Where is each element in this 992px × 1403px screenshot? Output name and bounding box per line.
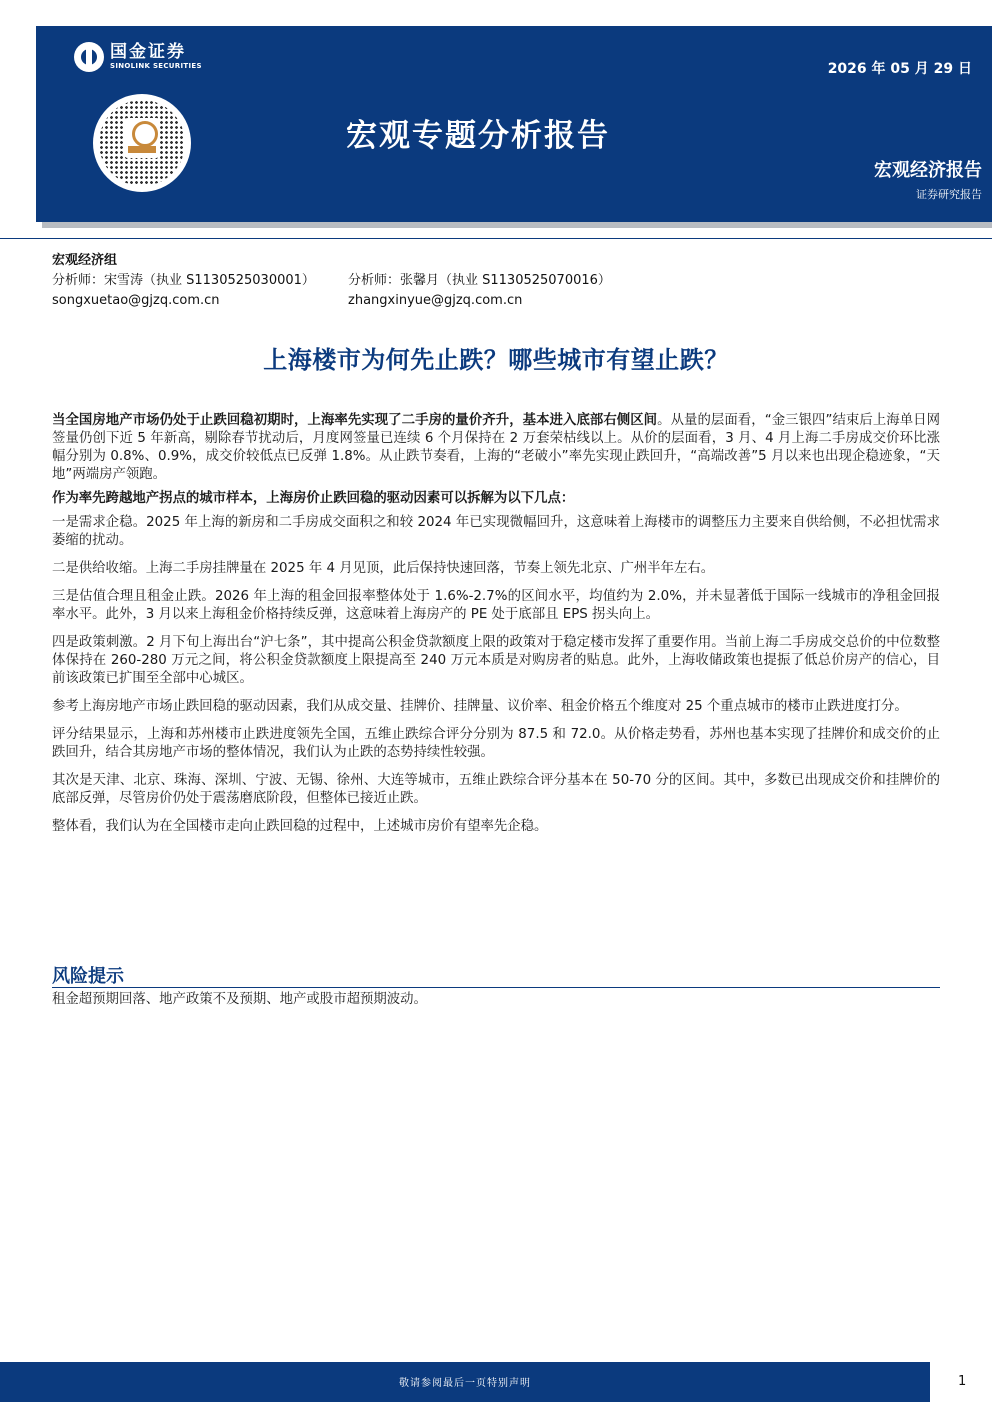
paragraph: 参考上海房地产市场止跌回稳的驱动因素，我们从成交量、挂牌价、挂牌量、议价率、租金价格五个维度对 25 个重点城市的楼市止跌进度打分。 <box>52 699 908 714</box>
paragraph: 评分结果显示，上海和苏州楼市止跌进度领先全国，五维止跌综合评分分别为 87.5 和 72.0。从价格走势看，苏州也基本实现了挂牌价和成交价的止跌回升，结合其房地产市场的整体情况，我们认为止跌的态势持续性较强。 <box>52 727 940 760</box>
paragraph: 二是供给收缩。上海二手房挂牌量在 2025 年 4 月见顶，此后保持快速回落，节奏上领先北京、广州半年左右。 <box>52 561 715 576</box>
paragraph: 三是估值合理且租金止跌。2026 年上海的租金回报率整体处于 1.6%-2.7%的区间水平，均值约为 2.0%，并未显著低于国际一线城市的净租金回报率水平。此外，3 月以来上海租金价格持续反弹，这意味着上海房产的 PE 处于底部且 EPS 拐头向上。 <box>52 589 940 622</box>
analyst-label: 分析师：张馨月（执业 S1130525070016） <box>348 273 611 288</box>
analyst-group: 宏观经济组 <box>52 253 118 268</box>
logo-cn: 国金证券 <box>110 42 186 62</box>
paragraph: 四是政策刺激。2 月下旬上海出台“沪七条”，其中提高公积金贷款额度上限的政策对于稳定楼市发挥了重要作用。当前上海二手房成交总价的中位数整体保持在 260-280 万元之间，将公积金贷款额度上限提高至 240 万元本质是对购房者的贴息。此外，上海收储政策也提振了低总价房产的信心，目前该政策已扩围至全部中心城区。 <box>52 635 940 686</box>
risk-title: 风险提示 <box>52 966 124 987</box>
analyst-block <box>52 251 611 311</box>
report-type: 宏观专题分析报告 <box>346 118 610 154</box>
report-subcategory: 证券研究报告 <box>916 188 982 201</box>
qr-code-icon <box>93 94 191 192</box>
paragraph-bold: 作为率先跨越地产拐点的城市样本，上海房价止跌回稳的驱动因素可以拆解为以下几点： <box>52 491 575 506</box>
paragraph: 一是需求企稳。2025 年上海的新房和二手房成交面积之和较 2024 年已实现微幅回升，这意味着上海楼市的调整压力主要来自供给侧，不必担忧需求萎缩的扰动。 <box>52 515 940 548</box>
risk-divider <box>52 987 940 988</box>
analyst-email[interactable]: zhangxinyue@gjzq.com.cn <box>348 293 523 308</box>
report-body <box>52 412 940 846</box>
paragraph-text: 。从量的层面看，“金三银四”结束后上海单日网签量仍创下近 5 年新高，剔除春节扰动后，月度网签量已连续 6 个月保持在 2 万套荣枯线以上。从价的层面看，3 月、4 月上海二手房成交价环比涨幅分别为 0.8%、0.9%，成交价较低点已反弹 1.8%。从止跌节奏看，上海的“老破小”率先实现止跌回升，“高端改善”5 月以来也出现企稳迹象，“天地”两端房产领跑。 <box>52 413 940 482</box>
report-date: 2026 年 05 月 29 日 <box>827 61 972 77</box>
page-number: 1 <box>958 1374 967 1389</box>
header-banner <box>36 26 992 222</box>
paragraph <box>52 412 940 484</box>
logo-mark-icon <box>74 42 104 72</box>
analyst-email[interactable]: songxuetao@gjzq.com.cn <box>52 293 220 308</box>
paragraph-bold: 当全国房地产市场仍处于止跌回稳初期时，上海率先实现了二手房的量价齐升，基本进入底部右侧区间 <box>52 413 658 428</box>
paragraph: 整体看，我们认为在全国楼市走向止跌回稳的过程中，上述城市房价有望率先企稳。 <box>52 819 548 834</box>
logo-en: SINOLINK SECURITIES <box>110 62 202 70</box>
risk-text: 租金超预期回落、地产政策不及预期、地产或股市超预期波动。 <box>52 992 427 1007</box>
footer-disclaimer[interactable]: 敬请参阅最后一页特别声明 <box>399 1378 531 1389</box>
page-title: 上海楼市为何先止跌？哪些城市有望止跌？ <box>263 346 729 374</box>
report-category: 宏观经济报告 <box>874 160 982 181</box>
paragraph: 其次是天津、北京、珠海、深圳、宁波、无锡、徐州、大连等城市，五维止跌综合评分基本在 50-70 分的区间。其中，多数已出现成交价和挂牌价的底部反弹，尽管房价仍处于震荡磨底阶段，但整体已接近止跌。 <box>52 773 940 806</box>
company-logo <box>74 42 202 72</box>
paragraph <box>52 490 940 508</box>
header-divider <box>0 238 992 239</box>
analyst-label: 分析师：宋雪涛（执业 S1130525030001） <box>52 273 315 288</box>
